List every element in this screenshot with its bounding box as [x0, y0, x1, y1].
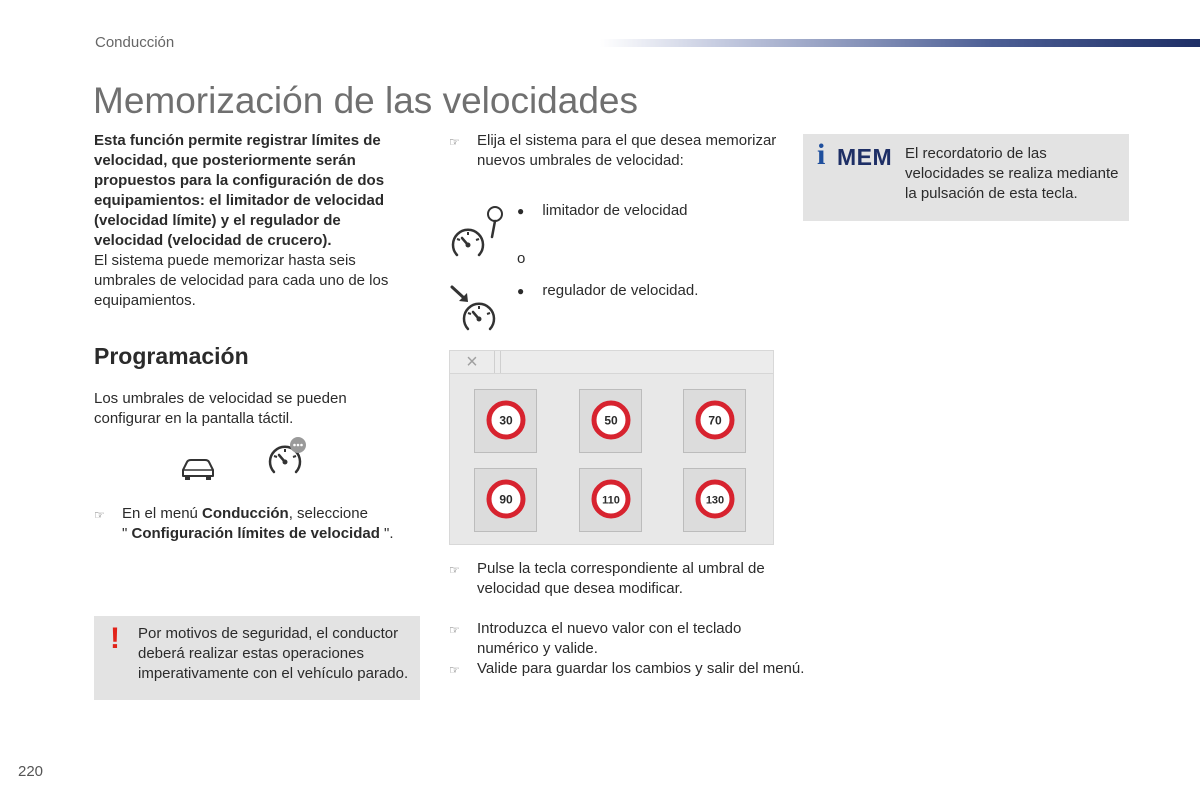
- close-icon[interactable]: ×: [450, 351, 495, 373]
- speed-button-90[interactable]: [474, 468, 537, 532]
- speed-button-70[interactable]: [683, 389, 746, 453]
- hand-pointer-icon: ☞: [449, 563, 460, 577]
- warning-icon: !: [110, 622, 120, 655]
- page-number: 220: [18, 763, 44, 780]
- mem-info-text: El recordatorio de las velocidades se realiza mediante la pulsación de esta tecla.: [905, 145, 1119, 202]
- programacion-heading: Programación: [94, 343, 249, 369]
- menu-name: Conducción: [202, 505, 289, 522]
- speedometer-settings-icon: [266, 436, 310, 478]
- speed-sign-icon: [591, 400, 631, 440]
- hand-pointer-icon: ☞: [94, 508, 105, 522]
- programacion-text: Los umbrales de velocidad se pueden configurar en la pantalla táctil.: [94, 390, 347, 427]
- speed-value: 50: [604, 413, 618, 428]
- press-key-step: [449, 559, 807, 599]
- speed-sign-icon: [695, 400, 735, 440]
- speed-value: 110: [602, 494, 620, 507]
- step-text: Pulse la tecla correspondiente al umbral de velocidad que desea modificar.: [477, 560, 765, 597]
- mem-key-label: MEM: [837, 144, 893, 170]
- speed-settings-screen: [449, 350, 774, 545]
- speed-button-110[interactable]: [579, 468, 642, 532]
- bullet: ●: [517, 204, 525, 218]
- speed-value: 30: [499, 413, 513, 428]
- hand-pointer-icon: ☞: [449, 623, 460, 637]
- enter-value-step: [449, 619, 797, 659]
- quote-close: ".: [379, 525, 394, 542]
- regulator-label: regulador de velocidad.: [542, 282, 699, 299]
- speed-limiter-icon: [448, 203, 508, 261]
- quote-open: ": [122, 525, 132, 542]
- bullet: ●: [517, 284, 525, 298]
- step-text: Introduzca el nuevo valor con el teclado numérico y valide.: [477, 620, 742, 657]
- select-system-step: [449, 131, 797, 171]
- step-text: , seleccione: [288, 505, 368, 522]
- speed-sign-icon: [486, 479, 526, 519]
- header-bar: [600, 39, 1200, 47]
- step-text: Elija el sistema para el que desea memorizar nuevos umbrales de velocidad:: [477, 132, 777, 169]
- speed-button-30[interactable]: [474, 389, 537, 453]
- car-icon: [178, 454, 218, 482]
- cruise-control-icon: [448, 283, 506, 333]
- step-text: Valide para guardar los cambios y salir del menú.: [477, 660, 805, 677]
- or-text: o: [517, 250, 526, 267]
- screen-top-bar: [450, 351, 773, 374]
- validate-step: [449, 659, 807, 679]
- limiter-label: limitador de velocidad: [542, 202, 688, 219]
- info-icon: i: [817, 138, 826, 171]
- limiter-option: [517, 201, 688, 221]
- speed-value: 90: [499, 492, 513, 507]
- speed-button-50[interactable]: [579, 389, 642, 453]
- regulator-option: [517, 281, 698, 301]
- section-label: Conducción: [95, 34, 175, 51]
- hand-pointer-icon: ☞: [449, 135, 460, 149]
- speed-sign-icon: [591, 479, 631, 519]
- page-title: Memorización de las velocidades: [93, 80, 638, 121]
- menu-option-name: Configuración límites de velocidad: [131, 525, 380, 542]
- speed-button-130[interactable]: [683, 468, 746, 532]
- intro-bold-text: Esta función permite registrar límites de velocidad, que posteriormente serán propuestos para la configuración de dos equipamientos: el limitador de velocidad (velocidad límite) y el regulador de velocidad (velocidad de crucero).: [94, 132, 385, 249]
- screen-tab-divider: [496, 351, 501, 373]
- speed-sign-icon: [486, 400, 526, 440]
- hand-pointer-icon: ☞: [449, 663, 460, 677]
- speed-value: 130: [705, 494, 725, 507]
- warning-box: [94, 616, 420, 700]
- warning-text: Por motivos de seguridad, el conductor deberá realizar estas operaciones imperativamente con el vehículo parado.: [138, 625, 409, 682]
- step-text: En el menú: [122, 505, 203, 522]
- mem-info-box: [803, 134, 1129, 221]
- speed-sign-icon: [695, 479, 735, 519]
- speed-value: 70: [708, 413, 722, 428]
- intro-text: El sistema puede memorizar hasta seis umbrales de velocidad para cada uno de los equipamientos.: [94, 252, 389, 309]
- menu-step: [94, 504, 442, 544]
